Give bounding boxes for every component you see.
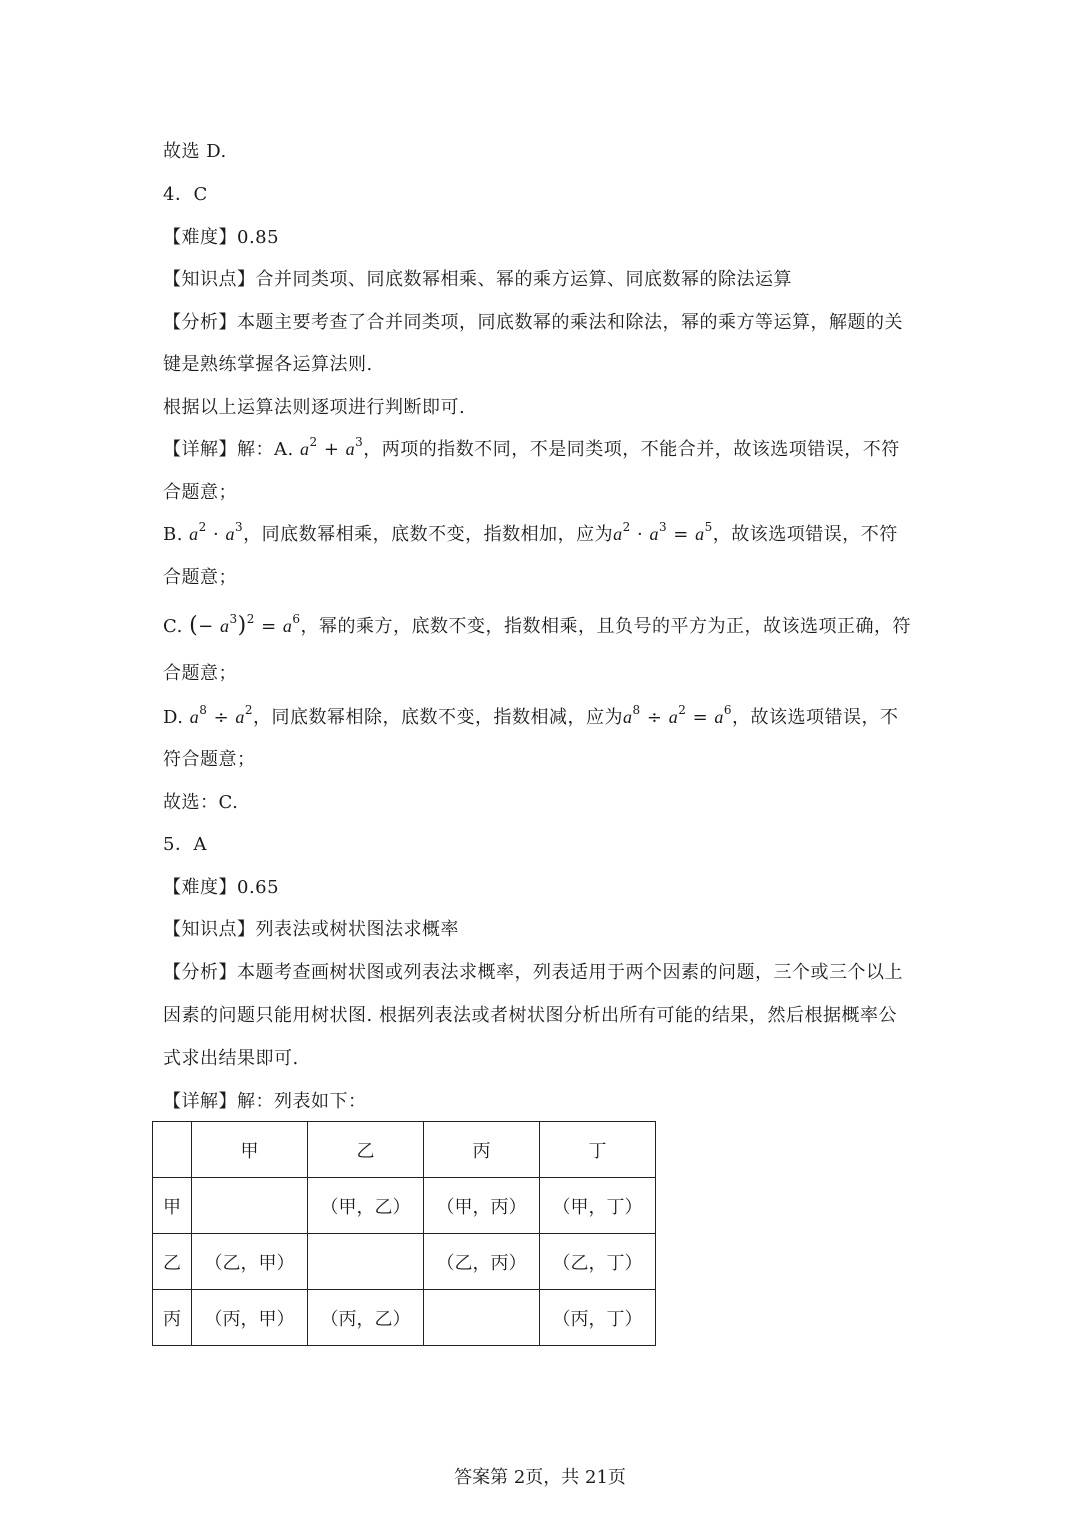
text-line: 合题意；	[163, 482, 237, 503]
table-cell: （甲，丁）	[540, 1178, 656, 1234]
solution-line-c: C. (− $a^3)^2 = a^6$，幂的乘方，底数不变，指数相乘，且负号的平方为正，故该选项正确，符	[163, 612, 912, 638]
table-cell: （丙，甲）	[192, 1290, 308, 1346]
table-cell: （乙，丁）	[540, 1234, 656, 1290]
solution-line-a: 【详解】解：A. $a^2 + a^3$，两项的指数不同，不是同类项，不能合并，故该选项错误，不符	[163, 435, 900, 460]
solution-line-b: B. $a^2 \cdot a^3$，同底数幂相乘，底数不变，指数相加，应为$a^2 \cdot a^3 = a^5$，故该选项错误，不符	[163, 520, 898, 545]
text-line: 【详解】解：列表如下：	[163, 1091, 367, 1112]
table-cell: （丙，乙）	[308, 1290, 424, 1346]
table-row	[153, 1290, 656, 1346]
table-cell	[192, 1178, 308, 1234]
analysis-line: 【分析】本题主要考查了合并同类项，同底数幂的乘法和除法，幂的乘方等运算，解题的关	[163, 312, 903, 333]
table-row-header: 乙	[153, 1234, 192, 1290]
analysis-line: 因素的问题只能用树状图. 根据列表法或者树状图分析出所有可能的结果，然后根据概率公	[163, 1005, 897, 1026]
text-line: 合题意；	[163, 663, 237, 684]
text-line: 故选：C.	[163, 792, 239, 813]
table-cell: （乙，丙）	[424, 1234, 540, 1290]
knowledge-points: 【知识点】列表法或树状图法求概率	[163, 919, 459, 940]
table-cell	[153, 1122, 192, 1178]
table-row	[153, 1234, 656, 1290]
table-row	[153, 1178, 656, 1234]
knowledge-points: 【知识点】合并同类项、同底数幂相乘、幂的乘方运算、同底数幂的除法运算	[163, 269, 792, 290]
text-line: 符合题意；	[163, 749, 256, 770]
table-header-cell: 甲	[192, 1122, 308, 1178]
analysis-line: 式求出结果即可.	[163, 1048, 299, 1069]
table-header-cell: 丙	[424, 1122, 540, 1178]
question-number: 4．C	[163, 184, 208, 205]
page-footer: 答案第 2页，共 21页	[454, 1467, 626, 1488]
table-header-cell: 丁	[540, 1122, 656, 1178]
solution-line-d: D. $a^8 \div a^2$，同底数幂相除，底数不变，指数相减，应为$a^8 \div a^2 = a^6$，故该选项错误，不	[163, 703, 899, 728]
table-cell: （甲，乙）	[308, 1178, 424, 1234]
text-line: 故选 D.	[163, 141, 227, 162]
table-row-header: 甲	[153, 1178, 192, 1234]
outcome-table	[152, 1121, 656, 1346]
table-row-header: 丙	[153, 1290, 192, 1346]
table-cell: （甲，丙）	[424, 1178, 540, 1234]
table-cell: （乙，甲）	[192, 1234, 308, 1290]
difficulty: 【难度】0.85	[163, 227, 280, 248]
question-number: 5．A	[163, 834, 207, 855]
analysis-line: 键是熟练掌握各运算法则.	[163, 354, 373, 375]
table-cell	[424, 1290, 540, 1346]
table-header-row	[153, 1122, 656, 1178]
analysis-line: 【分析】本题考查画树状图或列表法求概率，列表适用于两个因素的问题，三个或三个以上	[163, 962, 903, 983]
text-line: 合题意；	[163, 567, 237, 588]
table-cell: （丙，丁）	[540, 1290, 656, 1346]
table-header-cell: 乙	[308, 1122, 424, 1178]
difficulty: 【难度】0.65	[163, 877, 280, 898]
text-line: 根据以上运算法则逐项进行判断即可.	[163, 397, 466, 418]
table-cell	[308, 1234, 424, 1290]
